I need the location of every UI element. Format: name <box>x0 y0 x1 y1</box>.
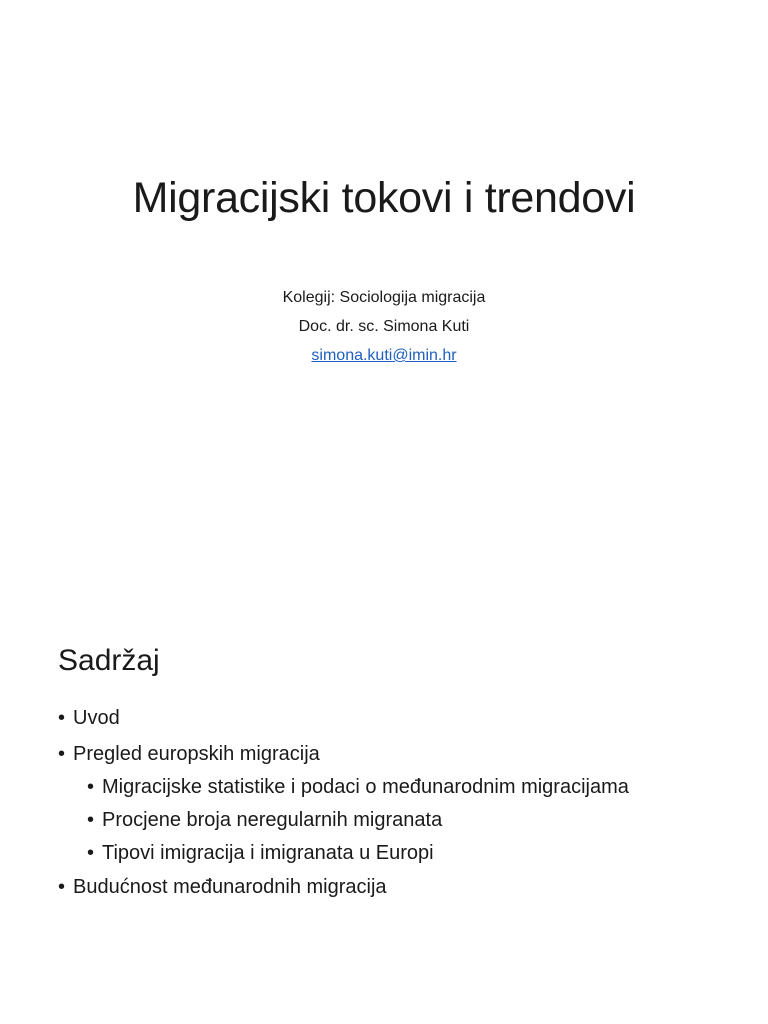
contents-slide <box>0 512 768 1024</box>
bullet-icon: • <box>87 809 95 831</box>
contents-heading: Sadržaj <box>58 644 160 677</box>
list-item <box>58 743 758 771</box>
list-item <box>58 837 758 870</box>
slide-title: Migracijski tokovi i trendovi <box>132 174 636 222</box>
subtitle-block <box>0 283 768 370</box>
bullet-icon: • <box>58 743 66 765</box>
email-link[interactable]: simona.kuti@imin.hr <box>311 347 457 364</box>
list-item-text: Pregled europskih migracija <box>73 743 320 765</box>
bullet-icon: • <box>58 707 66 729</box>
bullet-icon: • <box>87 776 95 798</box>
list-item <box>58 876 758 904</box>
list-item <box>58 771 758 804</box>
list-item-text: Migracijske statistike i podaci o međunarodnim migracijama <box>102 776 629 798</box>
lecturer-name: Doc. dr. sc. Simona Kuti <box>298 318 470 335</box>
list-item-text: Budućnost međunarodnih migracija <box>73 876 387 898</box>
course-label: Kolegij: Sociologija migracija <box>282 289 486 306</box>
list-item <box>58 804 758 837</box>
list-item <box>58 707 758 735</box>
bullet-icon: • <box>58 876 66 898</box>
contents-list <box>58 707 758 904</box>
bullet-icon: • <box>87 842 95 864</box>
list-item-text: Procjene broja neregularnih migranata <box>102 809 443 831</box>
list-item-text: Tipovi imigracija i imigranata u Europi <box>102 842 434 864</box>
list-item-text: Uvod <box>73 707 120 729</box>
